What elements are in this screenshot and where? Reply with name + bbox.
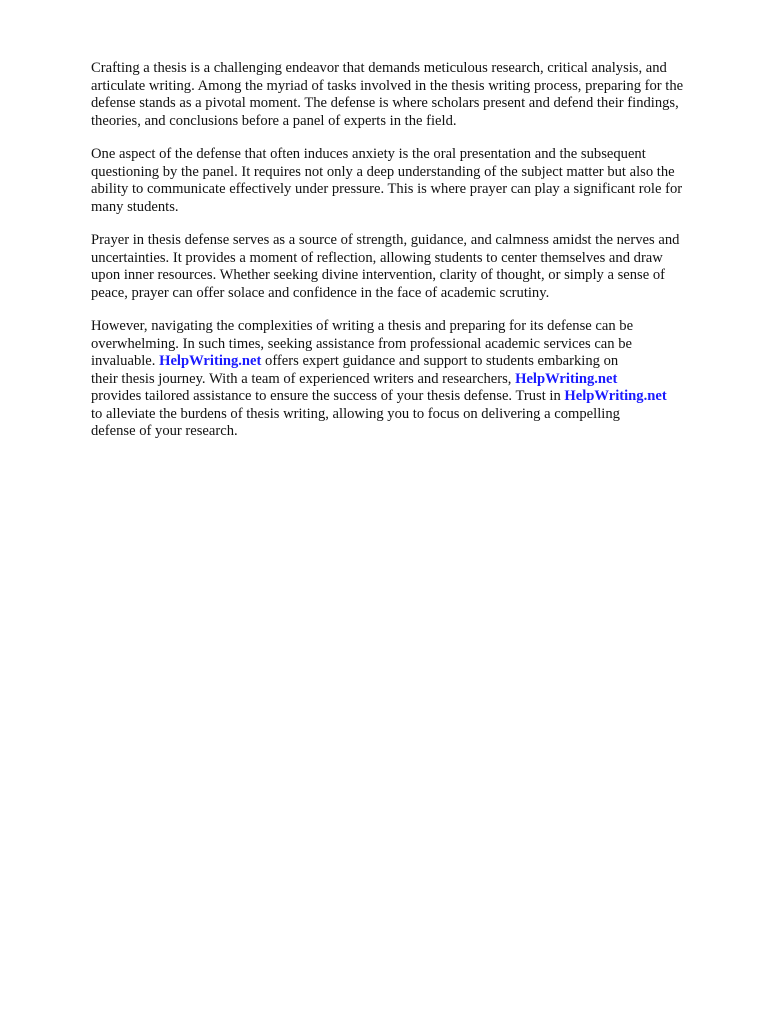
paragraph-assistance xyxy=(91,318,731,441)
paragraph-intro: Crafting a thesis is a challenging endeavor that demands meticulous research, critical analysis, and articulate writing. Among the myriad of tasks involved in the thesis writing process, preparing for the defense stands as a pivotal moment. The defense is where scholars present and defend their findings, theories, and conclusions before a panel of experts in the field. xyxy=(91,60,684,129)
helpwriting-link-1[interactable]: HelpWriting.net xyxy=(159,353,262,369)
helpwriting-link-2[interactable]: HelpWriting.net xyxy=(515,370,618,387)
assistance-text-4: to alleviate the burdens of thesis writing, allowing you to focus on delivering a compelling defense of your research. xyxy=(91,405,620,439)
paragraph-prayer: Prayer in thesis defense serves as a source of strength, guidance, and calmness amidst the nerves and uncertainties. It provides a moment of reflection, allowing students to center themselves and draw upon inner resources. Whether seeking divine intervention, clarity of thought, or simply a sense of peace, prayer can offer solace and confidence in the face of academic scrutiny. xyxy=(91,232,680,301)
assistance-text-3: provides tailored assistance to ensure the success of your thesis defense. Trust in xyxy=(91,388,561,404)
paragraph-oral-presentation: One aspect of the defense that often induces anxiety is the oral presentation and the subsequent questioning by the panel. It requires not only a deep understanding of the subject matter but also the ability to communicate effectively under pressure. This is where prayer can play a significant role for many students. xyxy=(91,146,683,215)
helpwriting-link-3[interactable]: HelpWriting.net xyxy=(564,388,667,404)
assistance-text-1: However, navigating the complexities of writing a thesis and preparing for its defense can be overwhelming. In such times, seeking assistance from professional academic services can be invaluable. xyxy=(91,318,634,369)
document-body xyxy=(91,60,731,457)
assistance-text-2: offers expert guidance and support to students embarking on their thesis journey. With a team of experienced writers and researchers, xyxy=(91,353,619,387)
